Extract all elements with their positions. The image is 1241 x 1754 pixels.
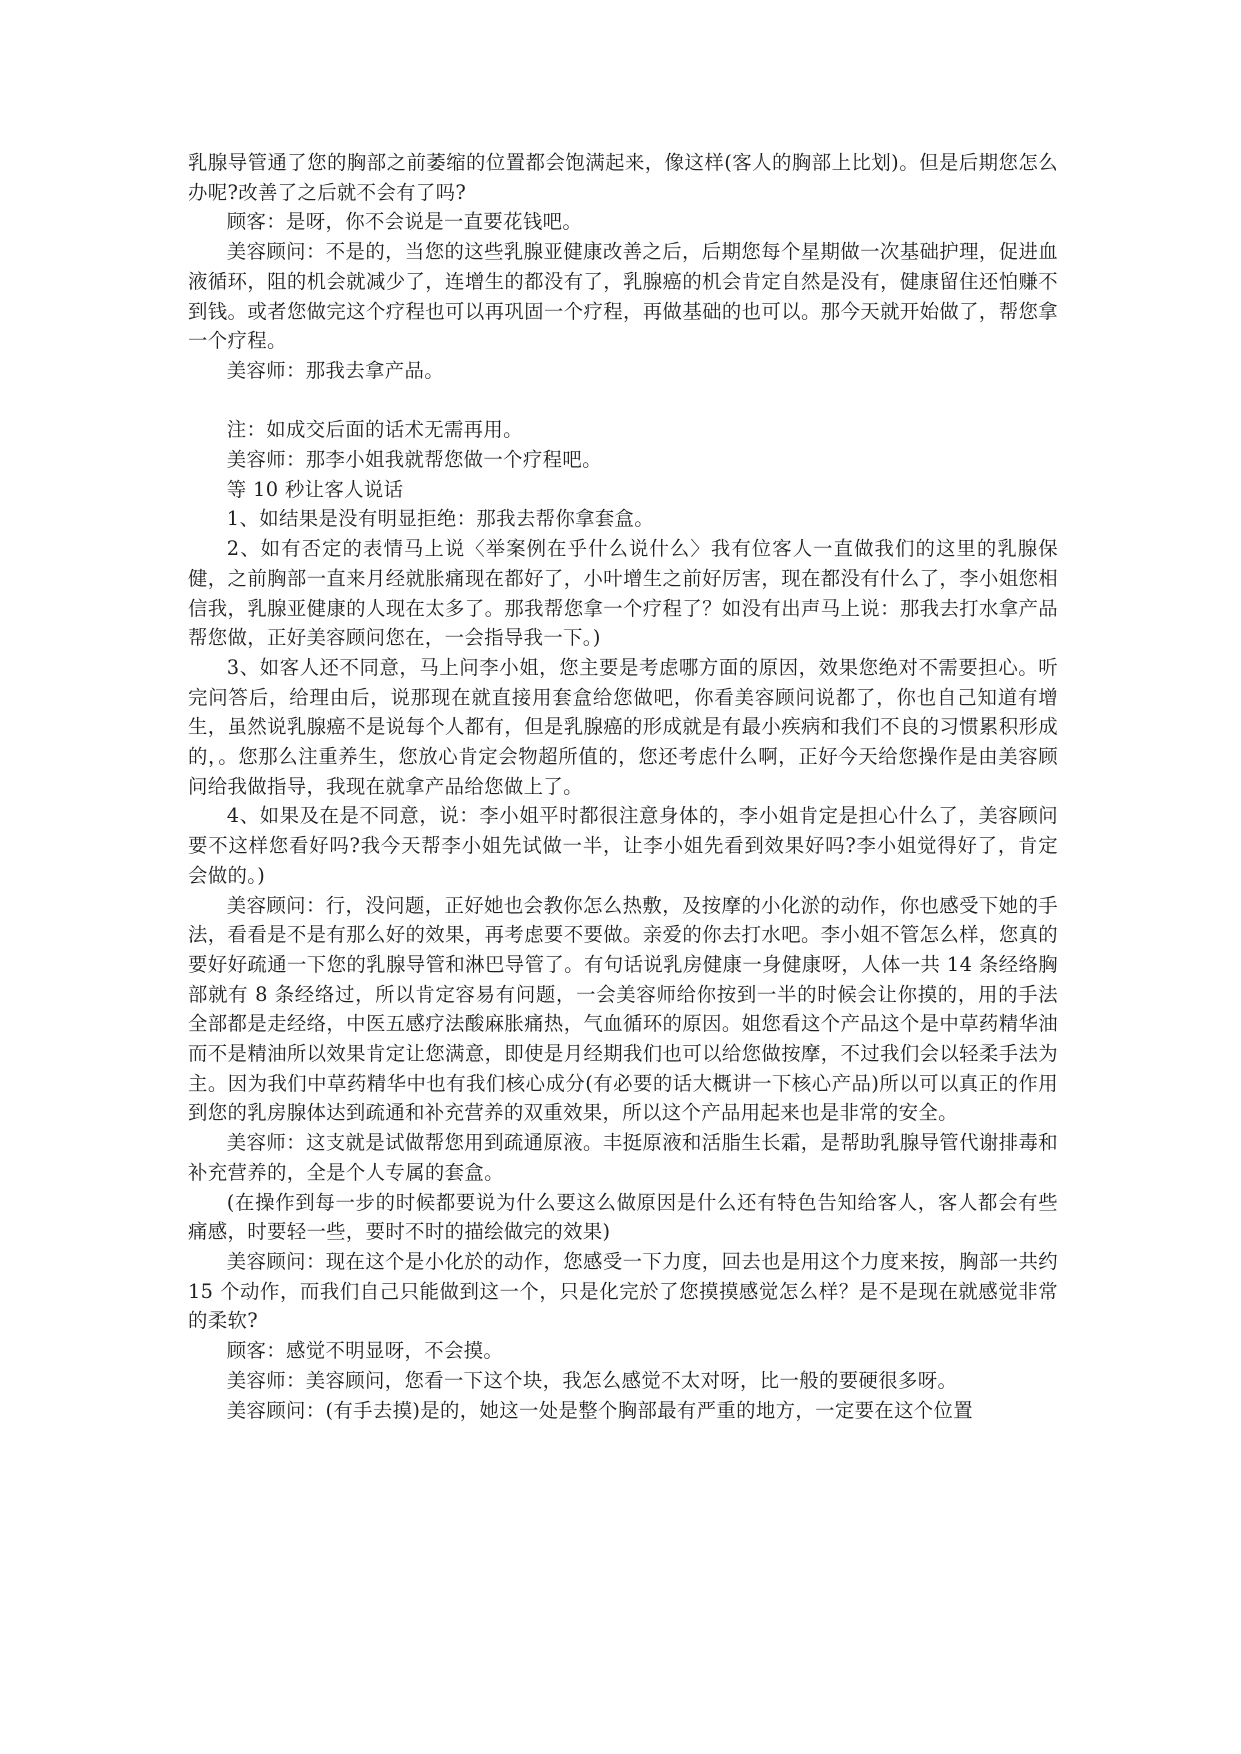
paragraph-beautician-reply: 美容师：那我去拿产品。 xyxy=(226,358,444,382)
paragraph-continuation: 乳腺导管通了您的胸部之前萎缩的位置都会饱满起来，像这样(客人的胸部上比划)。但是后期您怎么办呢?改善了之后就不会有了吗? xyxy=(188,151,1058,204)
paragraph-beautician-offer: 美容师：那李小姐我就帮您做一个疗程吧。 xyxy=(226,448,602,472)
paragraph-beautician-observation: 美容师：美容顾问，您看一下这个块，我怎么感觉不太对呀，比一般的要硬很多呀。 xyxy=(226,1368,958,1392)
paragraph-consultant-explanation: 美容顾问：行，没问题，正好她也会教你怎么热敷，及按摩的小化淤的动作，你也感受下她的手法，看看是不是有那么好的效果，再考虑要不要做。亲爱的你去打水吧。李小姐不管怎么样，您真的要好好疏通一下您的乳腺导管和淋巴导管了。有句话说乳房健康一身健康呀，人体一共 14 条经络胸部就有 8 条经络过，所以肯定容易有问题，一会美容师给你按到一半的时候会让你摸的，用的手法全部都是走经络，中医五感疗法酸麻胀痛热，气血循环的原因。姐您看这个产品这个是中草药精华油而不是精油所以效果肯定让您满意，即使是月经期我们也可以给您做按摩，不过我们会以轻柔手法为主。因为我们中草药精华中也有我们核心成分(有必要的话大概讲一下核心产品)所以可以真正的作用到您的乳房腺体达到疏通和补充营养的双重效果，所以这个产品用起来也是非常的安全。 xyxy=(188,893,1058,1125)
paragraph-consultant-confirm: 美容顾问：(有手去摸)是的，她这一处是整个胸部最有严重的地方，一定要在这个位置 xyxy=(226,1398,974,1422)
paragraph-wait-instruction: 等 10 秒让客人说话 xyxy=(226,477,404,501)
paragraph-operation-note: (在操作到每一步的时候都要说为什么要这么做原因是什么还有特色告知给客人，客人都会有些痛感，时要轻一些，要时不时的描绘做完的效果) xyxy=(188,1190,1058,1244)
paragraph-beautician-products: 美容师：这支就是试做帮您用到疏通原液。丰挺原液和活脂生长霜，是帮助乳腺导管代谢排毒和补充营养的，全是个人专属的套盒。 xyxy=(188,1131,1058,1184)
paragraph-customer-feedback: 顾客：感觉不明显呀，不会摸。 xyxy=(226,1339,504,1363)
paragraph-consultant-demo: 美容顾问：现在这个是小化於的动作，您感受一下力度，回去也是用这个力度来按，胸部一共约 15 个动作，而我们自己只能做到这一个，只是化完於了您摸摸感觉怎么样？是不是现在就感觉非常的柔软? xyxy=(188,1250,1058,1333)
paragraph-case-4: 4、如果及在是不同意，说：李小姐平时都很注意身体的，李小姐肯定是担心什么了，美容顾问要不这样您看好吗?我今天帮李小姐先试做一半，让李小姐先看到效果好吗?李小姐觉得好了，肯定会做的。) xyxy=(188,804,1058,887)
paragraph-note: 注：如成交后面的话术无需再用。 xyxy=(226,418,523,442)
paragraph-consultant-reply: 美容顾问：不是的，当您的这些乳腺亚健康改善之后，后期您每个星期做一次基础护理，促进血液循环，阻的机会就减少了，连增生的都没有了，乳腺癌的机会肯定自然是没有，健康留住还怕赚不到钱。或者您做完这个疗程也可以再巩固一个疗程，再做基础的也可以。那今天就开始做了，帮您拿一个疗程。 xyxy=(188,240,1058,353)
paragraph-case-1: 1、如结果是没有明显拒绝：那我去帮你拿套盒。 xyxy=(226,507,655,531)
paragraph-case-3: 3、如客人还不同意，马上问李小姐，您主要是考虑哪方面的原因，效果您绝对不需要担心。听完问答后，给理由后，说那现在就直接用套盒给您做吧，你看美容顾问说都了，你也自己知道有增生，虽然说乳腺癌不是说每个人都有，但是乳腺癌的形成就是有最小疾病和我们不良的习惯累积形成的，。您那么注重养生，您放心肯定会物超所值的，您还考虑什么啊，正好今天给您操作是由美容顾问给我做指导，我现在就拿产品给您做上了。 xyxy=(188,655,1058,798)
paragraph-customer-reply: 顾客：是呀，你不会说是一直要花钱吧。 xyxy=(226,210,583,234)
paragraph-case-2: 2、如有否定的表情马上说〈举案例在乎什么说什么〉我有位客人一直做我们的这里的乳腺保健，之前胸部一直来月经就胀痛现在都好了，小叶增生之前好厉害，现在都没有什么了，李小姐您相信我，乳腺亚健康的人现在太多了。那我帮您拿一个疗程了？如没有出声马上说：那我去打水拿产品帮您做，正好美容顾问您在，一会指导我一下。) xyxy=(188,537,1058,650)
document-body xyxy=(188,148,1058,1425)
blank-line xyxy=(188,386,1058,416)
